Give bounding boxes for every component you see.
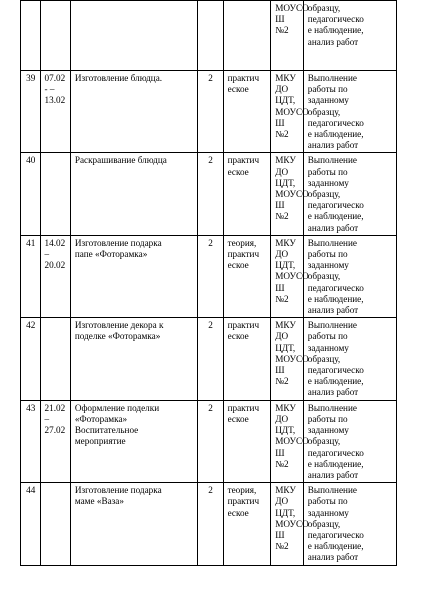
lesson-date-cell: 21.02 – 27.02 (40, 400, 70, 482)
lesson-date-cell: 07.02 - – 13.02 (40, 71, 70, 153)
lesson-plan-table (20, 0, 397, 566)
lesson-place-cell: МКУ ДО ЦДТ, МОУСО Ш №2 (271, 483, 304, 565)
lesson-number-cell: 40 (21, 153, 41, 235)
lesson-place-cell: МКУ ДО ЦДТ, МОУСО Ш №2 (271, 71, 304, 153)
table-row (21, 71, 397, 153)
lesson-form-cell: практич еское (223, 153, 271, 235)
lesson-date-cell (40, 1, 70, 71)
lesson-number-cell: 43 (21, 400, 41, 482)
table-row (21, 235, 397, 317)
lesson-control-cell: Выполнение работы по заданному образцу, педагогическо е наблюдение, анализ работ (303, 235, 396, 317)
lesson-topic-cell: Раскрашивание блюдца (70, 153, 197, 235)
lesson-topic-cell (70, 1, 197, 71)
lesson-hours-cell: 2 (197, 153, 223, 235)
lesson-hours-cell: 2 (197, 483, 223, 565)
lesson-form-cell: практич еское (223, 71, 271, 153)
lesson-topic-cell: Изготовление декора к поделке «Фоторамка» (70, 318, 197, 400)
lesson-form-cell (223, 1, 271, 71)
lesson-topic-cell: Изготовление подарка маме «Ваза» (70, 483, 197, 565)
table-row (21, 153, 397, 235)
lesson-place-cell: МКУ ДО ЦДТ, МОУСО Ш №2 (271, 153, 304, 235)
lesson-control-cell: Выполнение работы по заданному образцу, педагогическо е наблюдение, анализ работ (303, 71, 396, 153)
lesson-hours-cell: 2 (197, 318, 223, 400)
lesson-form-cell: практич еское (223, 400, 271, 482)
lesson-form-cell: практич еское (223, 318, 271, 400)
lesson-topic-cell: Оформление поделки «Фоторамка» Воспитательное мероприятие (70, 400, 197, 482)
lesson-date-cell (40, 483, 70, 565)
lesson-topic-cell: Изготовление блюдца. (70, 71, 197, 153)
lesson-date-cell (40, 318, 70, 400)
lesson-control-cell: Выполнение работы по заданному образцу, педагогическо е наблюдение, анализ работ (303, 400, 396, 482)
lesson-number-cell: 42 (21, 318, 41, 400)
lesson-hours-cell: 2 (197, 71, 223, 153)
lesson-place-cell: МОУСО Ш №2 (271, 1, 304, 71)
lesson-form-cell: теория, практич еское (223, 235, 271, 317)
lesson-control-cell: Выполнение работы по заданному образцу, педагогическо е наблюдение, анализ работ (303, 483, 396, 565)
lesson-control-cell: Выполнение работы по заданному образцу, педагогическо е наблюдение, анализ работ (303, 318, 396, 400)
table-row (21, 400, 397, 482)
lesson-control-cell: Выполнение работы по заданному образцу, педагогическо е наблюдение, анализ работ (303, 153, 396, 235)
lesson-date-cell: 14.02 – 20.02 (40, 235, 70, 317)
lesson-place-cell: МКУ ДО ЦДТ, МОУСО Ш №2 (271, 235, 304, 317)
lesson-place-cell: МКУ ДО ЦДТ, МОУСО Ш №2 (271, 318, 304, 400)
table-row (21, 1, 397, 71)
lesson-hours-cell: 2 (197, 235, 223, 317)
lesson-topic-cell: Изготовление подарка папе «Фоторамка» (70, 235, 197, 317)
lesson-hours-cell: 2 (197, 400, 223, 482)
lesson-number-cell: 41 (21, 235, 41, 317)
lesson-number-cell: 39 (21, 71, 41, 153)
lesson-form-cell: теория, практич еское (223, 483, 271, 565)
lesson-place-cell: МКУ ДО ЦДТ, МОУСО Ш №2 (271, 400, 304, 482)
lesson-hours-cell (197, 1, 223, 71)
lesson-number-cell: 44 (21, 483, 41, 565)
lesson-date-cell (40, 153, 70, 235)
lesson-plan-body (21, 1, 397, 566)
lesson-control-cell: образцу, педагогическо е наблюдение, анализ работ (303, 1, 396, 71)
table-row (21, 318, 397, 400)
table-row (21, 483, 397, 565)
lesson-number-cell (21, 1, 41, 71)
